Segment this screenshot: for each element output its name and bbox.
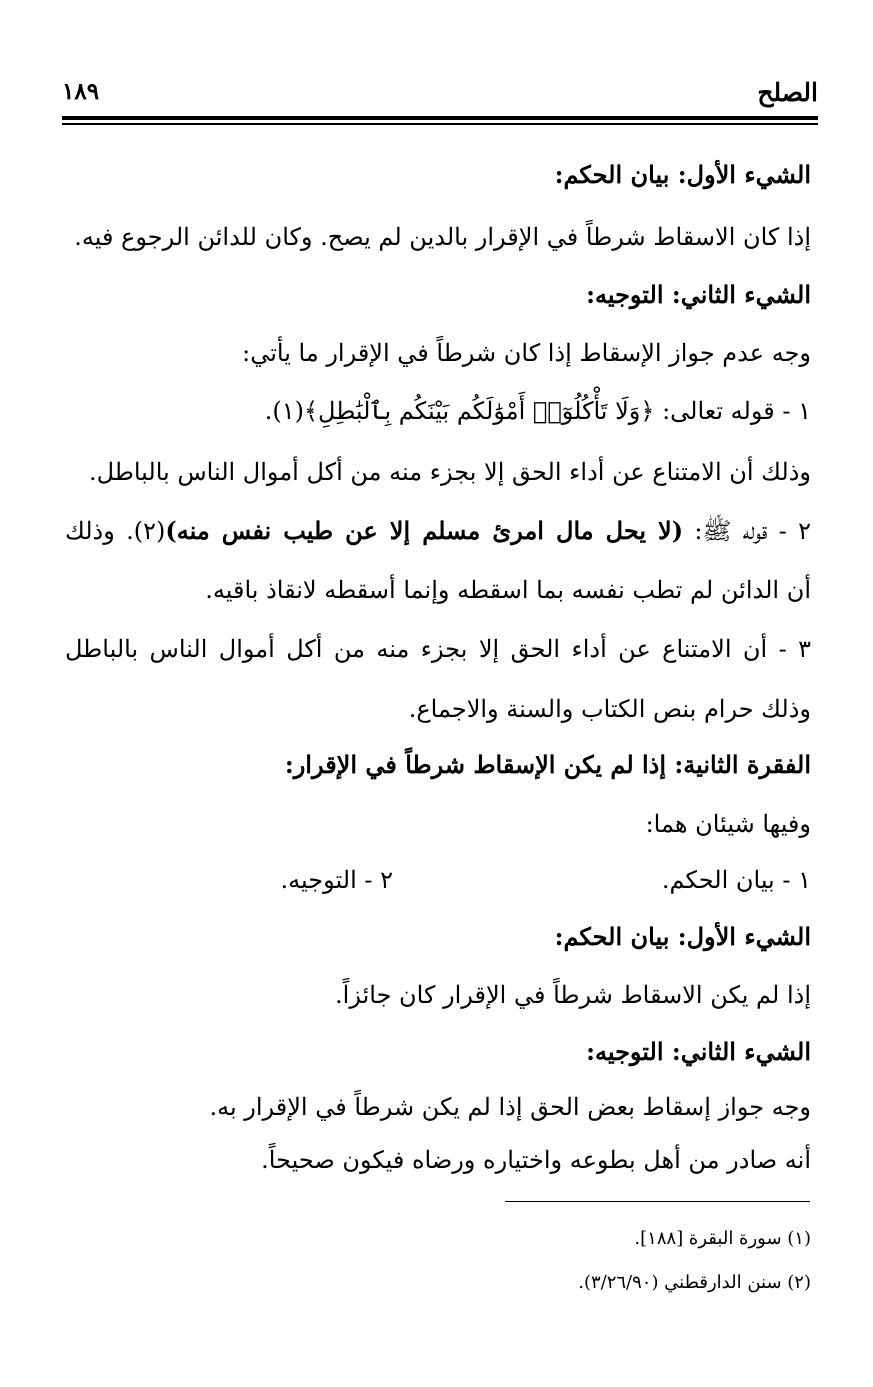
list-item-quran-verse: ١ - قوله تعالى: ﴿وَلَا تَأْكُلُوٓا۟ أَمْوَٰلَكُم بَيْنَكُم بِٱلْبَٰطِلِ﴾(١).	[264, 397, 811, 425]
heading-second-item-reasoning: الشيء الثاني: التوجيه:	[586, 280, 811, 309]
page-header	[62, 78, 818, 114]
heading-first-item-ruling-2: الشيء الأول: بيان الحكم:	[554, 922, 811, 951]
paragraph-explanation: وذلك أن الامتناع عن أداء الحق إلا بجزء منه من أكل أموال الناس بالباطل.	[88, 458, 811, 486]
page-number: ١٨٩	[62, 78, 100, 105]
list-item-third-reason: ٣ - أن الامتناع عن أداء الحق إلا بجزء منه من أكل أموال الناس بالباطل	[65, 635, 811, 663]
hadith-text: (لا يحل مال امرئ مسلم إلا عن طيب نفس منه)	[165, 516, 684, 545]
chapter-title: الصلح	[757, 78, 818, 107]
list-item-ruling: ١ - بيان الحكم.	[661, 866, 811, 894]
paragraph-consensus: وذلك حرام بنص الكتاب والسنة والاجماع.	[408, 695, 811, 723]
header-rule-thin	[62, 123, 818, 125]
hadith-prefix: ٢ - قوله ﷺ:	[683, 517, 811, 545]
heading-second-item-reasoning-2: الشيء الثاني: التوجيه:	[586, 1037, 811, 1066]
heading-second-paragraph: الفقرة الثانية: إذا لم يكن الإسقاط شرطاً في الإقرار:	[284, 750, 811, 779]
paragraph-hadith-explanation: أن الدائن لم تطب نفسه بما اسقطه وإنما أسقطه لانقاذ باقيه.	[205, 576, 811, 604]
paragraph-ruling: إذا كان الاسقاط شرطاً في الإقرار بالدين لم يصح. وكان للدائن الرجوع فيه.	[74, 223, 811, 251]
paragraph-reasoning-intro: وجه عدم جواز الإسقاط إذا كان شرطاً في الإقرار ما يأتي:	[242, 339, 811, 367]
list-item-reasoning: ٢ - التوجيه.	[280, 866, 393, 894]
heading-first-item-ruling: الشيء الأول: بيان الحكم:	[554, 160, 811, 189]
footnote-2: (٢) سنن الدارقطني (٣/٢٦/٩٠).	[578, 1272, 811, 1293]
list-item-hadith	[65, 516, 811, 545]
paragraph-reasoning-2: وجه جواز إسقاط بعض الحق إذا لم يكن شرطاً في الإقرار به.	[209, 1093, 811, 1121]
footnote-separator	[505, 1201, 810, 1202]
header-rule-thick	[62, 116, 818, 120]
hadith-suffix: (٢). وذلك	[65, 517, 166, 545]
paragraph-reasoning-2-cont: أنه صادر من أهل بطوعه واختياره ورضاه فيكون صحيحاً.	[261, 1146, 811, 1174]
footnote-1: (١) سورة البقرة [١٨٨].	[634, 1228, 811, 1249]
paragraph-ruling-2: إذا لم يكن الاسقاط شرطاً في الإقرار كان جائزاً.	[335, 981, 811, 1009]
paragraph-two-items: وفيها شيئان هما:	[645, 810, 811, 838]
